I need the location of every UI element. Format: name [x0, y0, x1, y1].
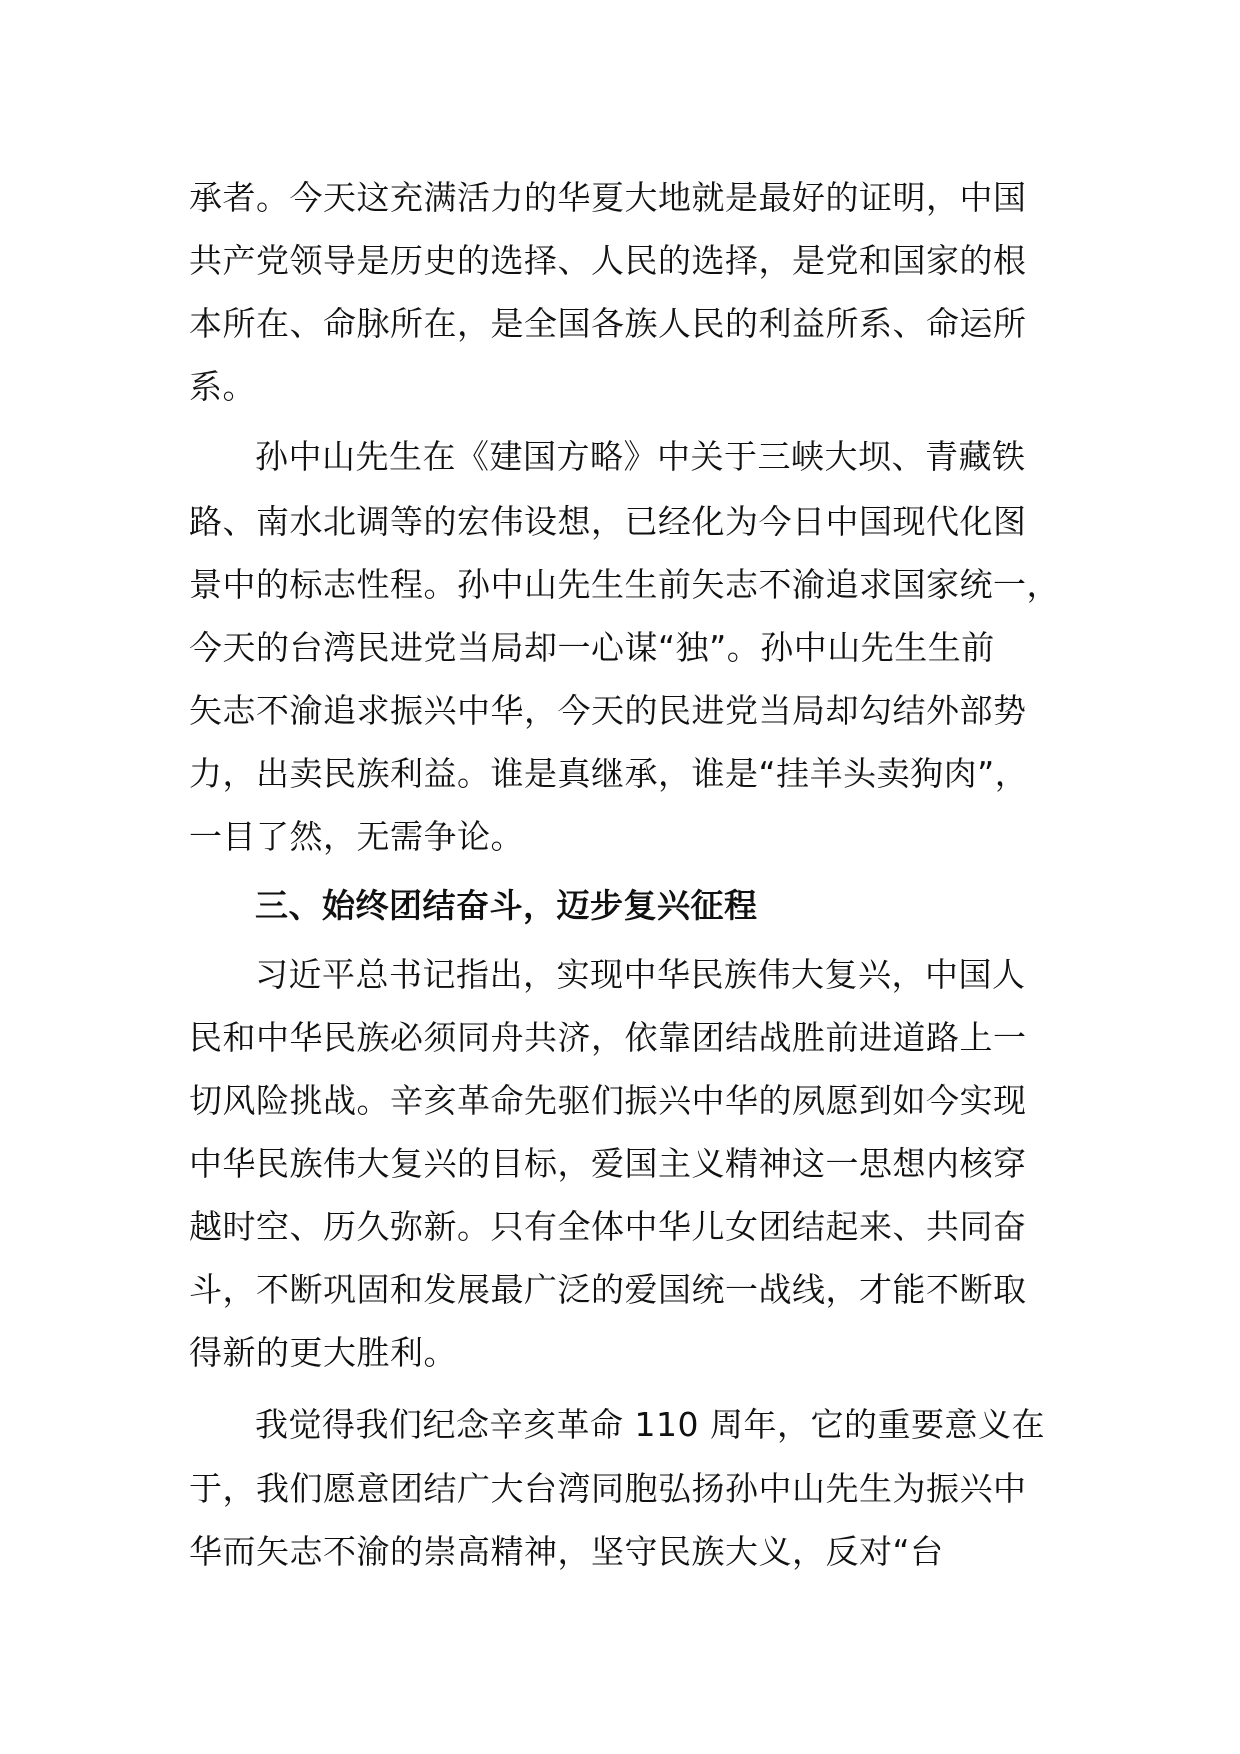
- paragraph-line: 力，出卖民族利益。谁是真继承，谁是“挂羊头卖狗肉”，: [189, 754, 1029, 793]
- paragraph-line: 一目了然，无需争论。: [189, 817, 524, 856]
- paragraph-line: 路、南水北调等的宏伟设想，已经化为今日中国现代化图: [189, 502, 1027, 541]
- paragraph-line: 民和中华民族必须同舟共济，依靠团结战胜前进道路上一: [189, 1018, 1027, 1057]
- paragraph-line: 切风险挑战。辛亥革命先驱们振兴中华的夙愿到如今实现: [189, 1081, 1027, 1120]
- paragraph-line: 孙中山先生在《建国方略》中关于三峡大坝、青藏铁: [255, 437, 1026, 476]
- paragraph-line: 习近平总书记指出，实现中华民族伟大复兴，中国人: [255, 955, 1026, 994]
- paragraph-line: 系。: [189, 367, 256, 406]
- paragraph-line: 于，我们愿意团结广大台湾同胞弘扬孙中山先生为振兴中: [189, 1469, 1027, 1508]
- paragraph-line: 得新的更大胜利。: [189, 1333, 457, 1372]
- paragraph-line: 我觉得我们纪念辛亥革命 110 周年，它的重要意义在: [255, 1405, 1045, 1444]
- paragraph-line: 本所在、命脉所在，是全国各族人民的利益所系、命运所: [189, 304, 1027, 343]
- paragraph-line: 中华民族伟大复兴的目标，爱国主义精神这一思想内核穿: [189, 1144, 1027, 1183]
- paragraph-line: 今天的台湾民进党当局却一心谋“独”。孙中山先生生前: [189, 628, 995, 667]
- paragraph-line: 景中的标志性程。孙中山先生生前矢志不渝追求国家统一，: [189, 565, 1060, 604]
- paragraph-line: 斗，不断巩固和发展最广泛的爱国统一战线，才能不断取: [189, 1270, 1027, 1309]
- paragraph-line: 越时空、历久弥新。只有全体中华儿女团结起来、共同奋: [189, 1207, 1027, 1246]
- paragraph-line: 承者。今天这充满活力的华夏大地就是最好的证明，中国: [189, 178, 1027, 217]
- paragraph-line: 矢志不渝追求振兴中华，今天的民进党当局却勾结外部势: [189, 691, 1027, 730]
- paragraph-line: 华而矢志不渝的崇高精神，坚守民族大义，反对“台: [189, 1532, 944, 1571]
- section-heading: 三、始终团结奋斗，迈步复兴征程: [255, 886, 758, 925]
- paragraph-line: 共产党领导是历史的选择、人民的选择，是党和国家的根: [189, 241, 1027, 280]
